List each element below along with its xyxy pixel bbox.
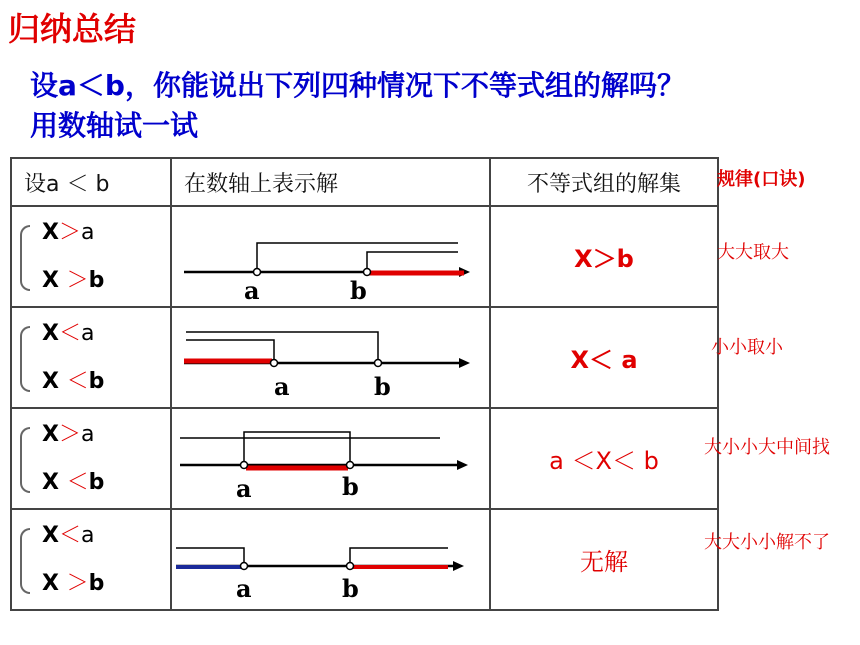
number-line-cell — [171, 408, 490, 509]
solution-set: a ＜X＜ b — [490, 408, 718, 509]
inequality-system — [11, 509, 171, 610]
inequality-1: X＜a — [42, 321, 95, 346]
solution-set: X＜ a — [490, 307, 718, 408]
rule-row-2: 小小取小 — [711, 337, 783, 358]
question-line-2: 用数轴试一试 — [30, 109, 199, 142]
inequality-1: X＞a — [42, 220, 95, 245]
brace-icon — [20, 427, 30, 493]
table-row — [11, 408, 718, 509]
rule-row-3: 大小小大中间找 — [704, 437, 830, 458]
page-title: 归纳总结 — [8, 10, 137, 48]
inequality-system — [11, 307, 171, 408]
inequality-2: X ＞b — [42, 571, 105, 596]
table-row — [11, 509, 718, 610]
inequality-2: X ＜b — [42, 470, 105, 495]
inequality-1: X＞a — [42, 422, 95, 447]
header-solution-set: 不等式组的解集 — [490, 158, 718, 206]
inequality-2: X ＞b — [42, 268, 105, 293]
rule-row-4: 大大小小解不了 — [704, 532, 830, 553]
header-condition: 设a ＜ b — [11, 158, 171, 206]
brace-icon — [20, 225, 30, 291]
inequality-1: X＜a — [42, 523, 95, 548]
table-header-row — [11, 158, 718, 206]
brace-icon — [20, 528, 30, 594]
number-line-diagram — [172, 308, 477, 403]
number-line-diagram — [172, 409, 477, 504]
label-b: b — [342, 472, 359, 501]
brace-icon — [20, 326, 30, 392]
label-a: a — [236, 474, 252, 503]
inequality-system — [11, 408, 171, 509]
number-line-cell — [171, 509, 490, 610]
rule-row-1: 大大取大 — [717, 242, 789, 263]
label-b: b — [350, 276, 367, 302]
label-b: b — [342, 574, 359, 603]
label-a: a — [244, 276, 260, 302]
solution-set: X＞b — [490, 206, 718, 307]
solution-set: 无解 — [490, 509, 718, 610]
table-row — [11, 206, 718, 307]
label-a: a — [236, 574, 252, 603]
question-line-1: 设a＜b，你能说出下列四种情况下不等式组的解吗？ — [30, 69, 685, 102]
number-line-diagram — [172, 207, 477, 302]
rule-header: 规律(口诀) — [717, 169, 806, 190]
number-line-diagram — [172, 510, 477, 605]
summary-table — [10, 157, 719, 611]
number-line-cell — [171, 307, 490, 408]
inequality-2: X ＜b — [42, 369, 105, 394]
label-b: b — [374, 372, 391, 401]
label-a: a — [274, 372, 290, 401]
number-line-cell — [171, 206, 490, 307]
table-row — [11, 307, 718, 408]
inequality-system — [11, 206, 171, 307]
header-number-line: 在数轴上表示解 — [171, 158, 490, 206]
